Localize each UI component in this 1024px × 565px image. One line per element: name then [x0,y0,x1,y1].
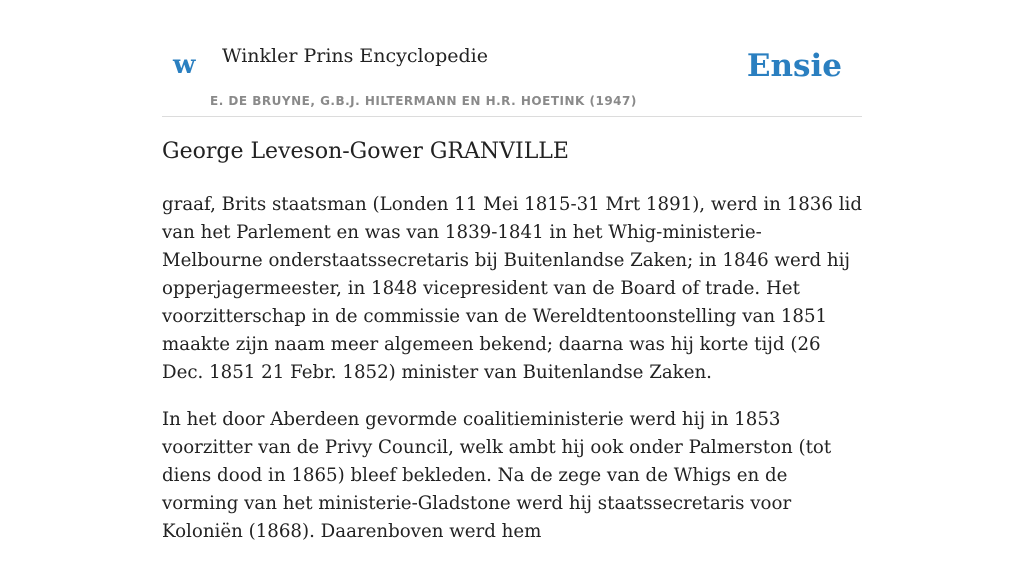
source-title[interactable]: Winkler Prins Encyclopedie [222,45,488,67]
article-title: George Leveson-Gower GRANVILLE [162,139,569,164]
article-paragraph: graaf, Brits staatsman (Londen 11 Mei 1815-31 Mrt 1891), werd in 1836 lid van het Parlement en was van 1839-1841 in het Whig-ministerie-Melbourne onderstaatssecretaris bij Buitenlandse Zaken; in 1846 werd hij opperjagermeester, in 1848 vicepresident van de Board of trade. Het voorzitterschap in de commissie van de Wereldtentoonstelling van 1851 maakte zijn naam meer algemeen bekend; daarna was hij korte tijd (26 Dec. 1851 21 Febr. 1852) minister van Buitenlandse Zaken. [162,194,862,383]
source-header [162,0,862,117]
article-body [162,191,862,565]
article-paragraph: In het door Aberdeen gevormde coalitieministerie werd hij in 1853 voorzitter van de Privy Council, welk ambt hij ook onder Palmerston (tot diens dood in 1865) bleef bekleden. Na de zege van de Whigs en de vorming van het ministerie-Gladstone werd hij staatssecretaris voor Koloniën (1868). Daarenboven werd hem [162,409,832,542]
winkler-prins-logo[interactable]: w [173,50,196,80]
source-authors: E. DE BRUYNE, G.B.J. HILTERMANN EN H.R. HOETINK (1947) [210,94,637,108]
ensie-logo[interactable]: Ensie [746,48,842,84]
